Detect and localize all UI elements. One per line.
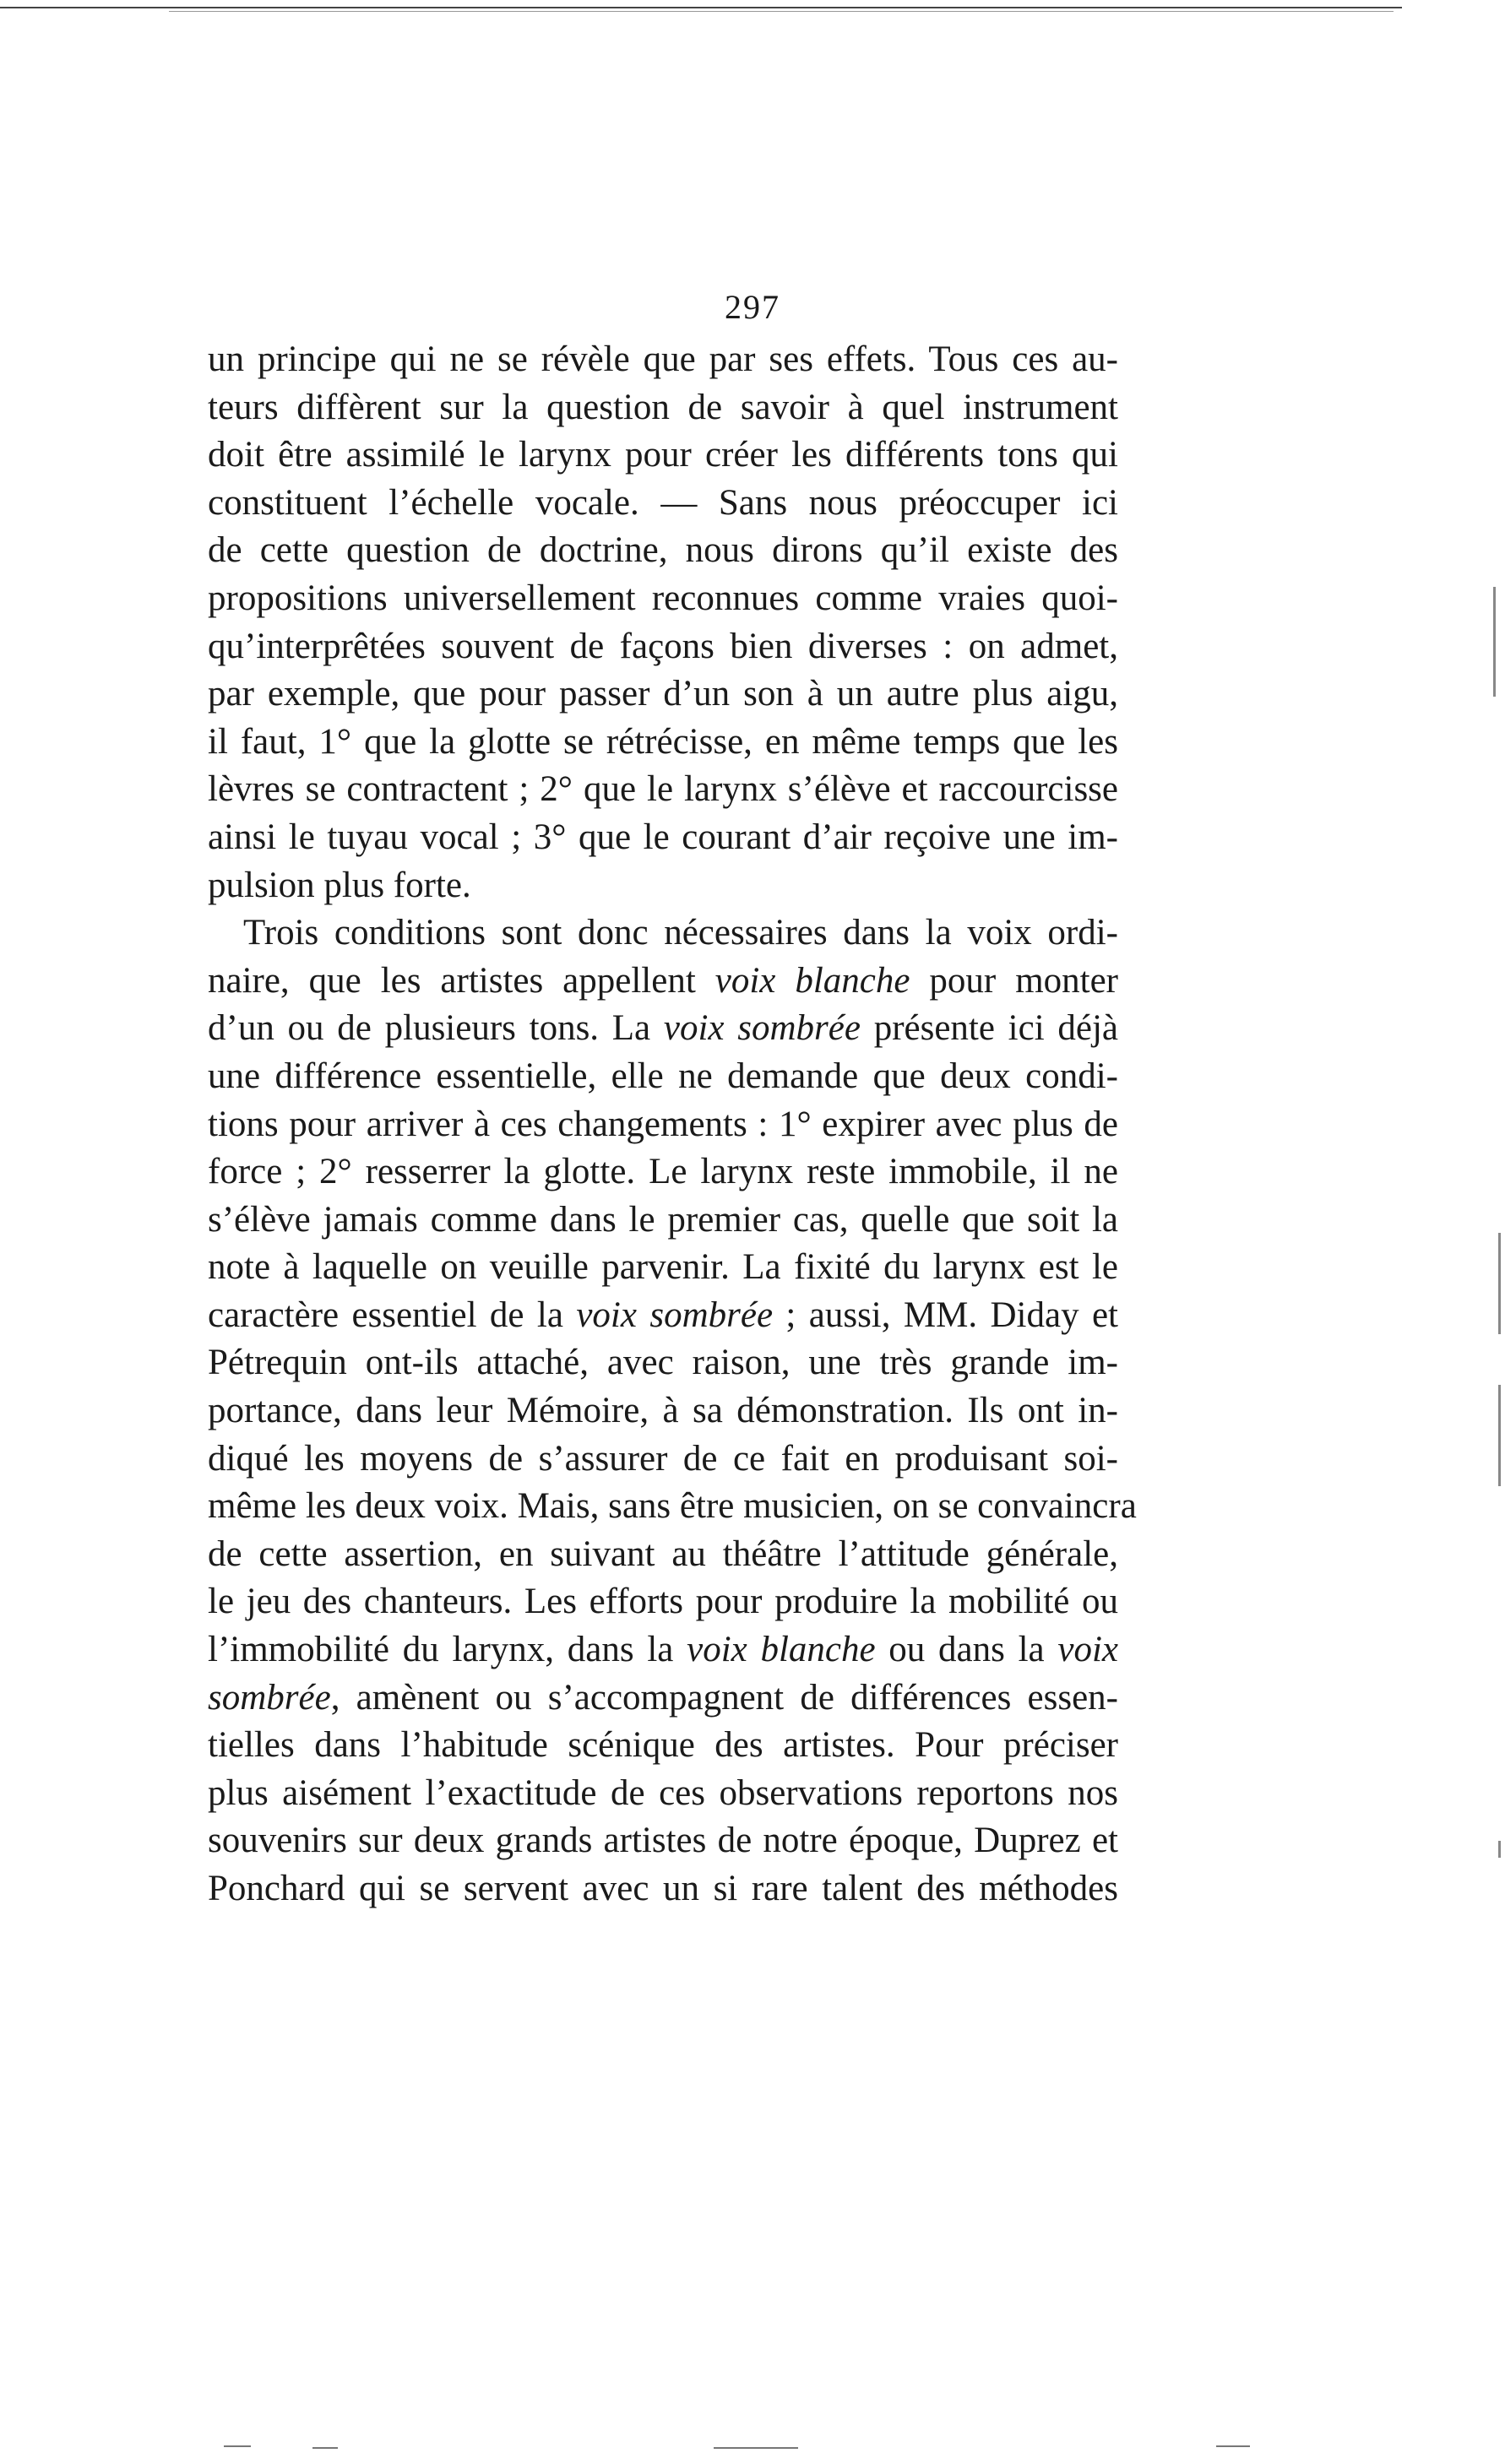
margin-scan-mark (1493, 587, 1496, 697)
text-segment: ou dans la (875, 1630, 1058, 1670)
italic-term: voix blanche (687, 1630, 876, 1670)
text-segment: par exemple, que pour passer d’un son à un autre plus aigu, (208, 674, 1118, 714)
text-segment: même les deux voix. Mais, sans être musicien, on se convaincra (208, 1486, 1137, 1527)
text-segment: diqué les moyens de s’assurer de ce fait en produisant soi- (208, 1438, 1118, 1479)
text-segment: plus aisément l’exactitude de ces observations reportons nos (208, 1772, 1118, 1813)
top-border-rule (0, 7, 1402, 8)
margin-scan-mark (1498, 1385, 1501, 1486)
text-segment: Ponchard qui se servent avec un si rare talent des méthodes (208, 1869, 1118, 1908)
text-line (208, 480, 1118, 528)
text-line (208, 1578, 1118, 1626)
italic-term: voix sombrée (663, 1008, 861, 1049)
footer-scan-mark (1216, 2445, 1250, 2447)
text-line (208, 1626, 1118, 1674)
text-segment: note à laquelle on veuille parvenir. La fixité du larynx est le (208, 1247, 1118, 1288)
text-line (208, 1674, 1118, 1723)
page-number: 297 (725, 288, 780, 326)
text-line (208, 1197, 1118, 1245)
text-line (208, 1770, 1118, 1818)
text-segment: de cette assertion, en suivant au théâtre l’attitude générale, (208, 1533, 1118, 1574)
text-line (208, 336, 1118, 384)
text-segment: Pétrequin ont-ils attaché, avec raison, une très grande im- (208, 1343, 1118, 1383)
text-segment: force ; 2° resserrer la glotte. Le larynx reste immobile, il ne (208, 1152, 1118, 1192)
italic-term: voix (1057, 1630, 1118, 1670)
footer-scan-mark (312, 2447, 338, 2449)
text-line (208, 862, 1118, 910)
text-segment: propositions universellement reconnues comme vraies quoi- (208, 578, 1118, 618)
italic-term: sombrée (208, 1677, 331, 1718)
text-segment: un principe qui ne se révèle que par ses effets. Tous ces au- (208, 339, 1118, 379)
text-line (208, 1865, 1118, 1913)
text-segment: d’un ou de plusieurs tons. La (208, 1008, 664, 1049)
text-segment: présente ici déjà (860, 1008, 1119, 1049)
text-segment: teurs diffèrent sur la question de savoir à quel instrument (208, 387, 1118, 427)
text-segment: pulsion plus forte. (208, 865, 471, 905)
text-line (208, 527, 1118, 575)
text-segment: de cette question de doctrine, nous dirons qu’il existe des (208, 530, 1118, 571)
text-line (208, 1339, 1118, 1387)
text-segment: naire, que les artistes appellent (208, 960, 715, 1001)
text-line (208, 431, 1118, 480)
text-segment: ; aussi, MM. Diday et (773, 1294, 1118, 1335)
margin-scan-mark (1498, 1841, 1501, 1858)
text-segment: caractère essentiel de la (208, 1294, 577, 1335)
top-border-rule-thin (169, 11, 1394, 12)
text-line (208, 1483, 1137, 1531)
text-line (208, 1053, 1118, 1101)
text-segment: pour monter (910, 960, 1118, 1001)
text-line (208, 1436, 1118, 1484)
text-line (208, 1722, 1118, 1770)
text-segment: le jeu des chanteurs. Les efforts pour produire la mobilité ou (208, 1582, 1118, 1622)
text-segment: lèvres se contractent ; 2° que le larynx s’élève et raccourcisse (208, 769, 1118, 810)
text-line (208, 1531, 1118, 1579)
text-line (208, 766, 1118, 814)
text-line (208, 670, 1118, 719)
text-segment: tielles dans l’habitude scénique des artistes. Pour préciser (208, 1725, 1118, 1766)
text-segment: une différence essentielle, elle ne demande que deux condi- (208, 1056, 1118, 1096)
text-line (208, 909, 1118, 958)
text-segment: constituent l’échelle vocale. — Sans nous préoccuper ici (208, 482, 1118, 523)
text-segment: ainsi le tuyau vocal ; 3° que le courant d’air reçoive une im- (208, 817, 1118, 857)
text-line (208, 814, 1118, 862)
margin-scan-mark (1498, 1233, 1501, 1334)
text-line (208, 384, 1118, 432)
text-segment: tions pour arriver à ces changements : 1° expirer avec plus de (208, 1104, 1118, 1144)
text-segment: il faut, 1° que la glotte se rétrécisse, en même temps que les (208, 721, 1118, 762)
text-line (208, 1817, 1118, 1865)
text-line (208, 719, 1118, 767)
text-segment: doit être assimilé le larynx pour créer les différents tons qui (208, 435, 1118, 475)
text-line (208, 958, 1118, 1006)
italic-term: voix blanche (714, 960, 910, 1001)
italic-term: voix sombrée (576, 1294, 774, 1335)
text-line (208, 1387, 1118, 1436)
text-line (208, 1101, 1118, 1149)
text-line (208, 1292, 1118, 1340)
footer-scan-mark (224, 2445, 251, 2447)
text-line (208, 575, 1118, 623)
body-text (208, 336, 1137, 1913)
text-line (208, 623, 1118, 671)
text-segment: l’immobilité du larynx, dans la (208, 1630, 687, 1670)
text-segment: portance, dans leur Mémoire, à sa démonstration. Ils ont in- (208, 1391, 1118, 1431)
text-line (208, 1244, 1118, 1292)
text-line (208, 1148, 1118, 1197)
text-segment: qu’interprêtées souvent de façons bien diverses : on admet, (208, 626, 1118, 666)
text-segment: , amènent ou s’accompagnent de différences essen- (330, 1677, 1118, 1718)
text-segment: s’élève jamais comme dans le premier cas, quelle que soit la (208, 1199, 1118, 1240)
text-segment: souvenirs sur deux grands artistes de notre époque, Duprez et (208, 1821, 1118, 1861)
footer-scan-mark (714, 2447, 798, 2449)
text-segment: Trois conditions sont donc nécessaires dans la voix ordi- (243, 913, 1118, 953)
text-line (208, 1005, 1118, 1053)
